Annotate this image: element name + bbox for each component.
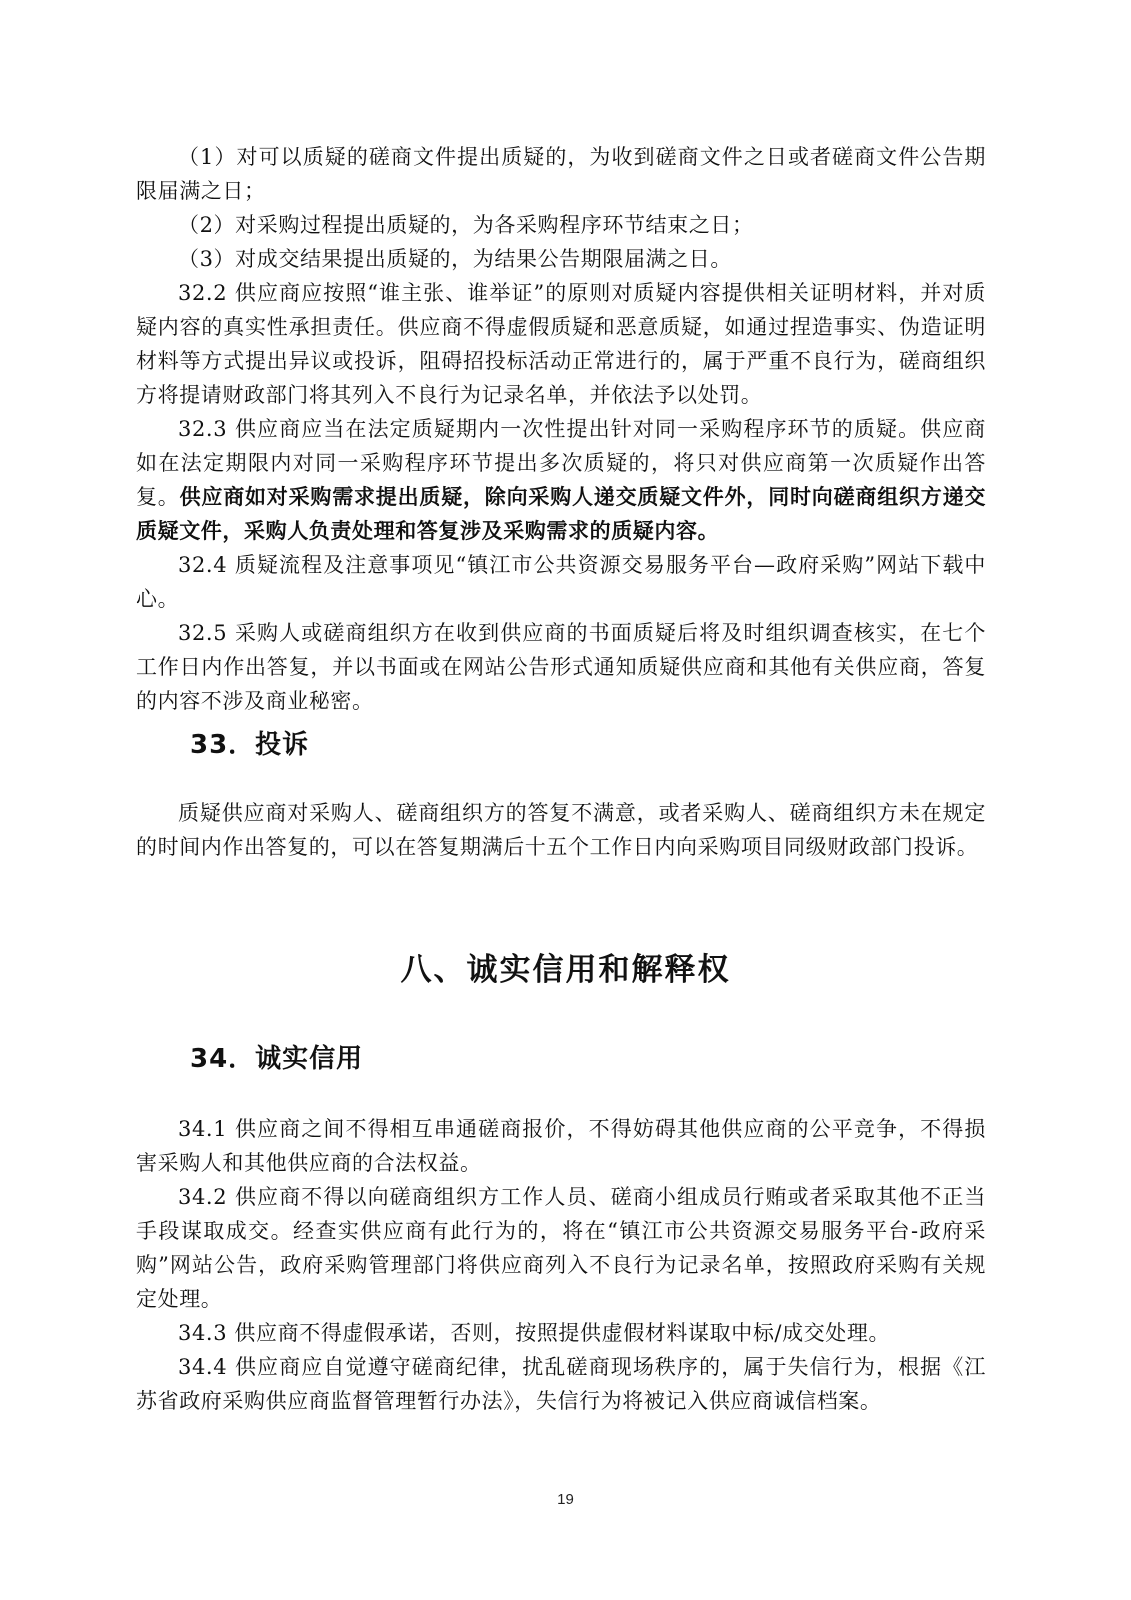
paragraph-query-deadline-2: （2）对采购过程提出质疑的，为各采购程序环节结束之日； (178, 213, 754, 237)
paragraph-query-deadline-3: （3）对成交结果提出质疑的，为结果公告期限届满之日。 (178, 247, 732, 271)
section-heading-integrity: 八、诚实信用和解释权 (400, 952, 731, 988)
paragraph-34-4: 34.4 供应商应自觉遵守磋商纪律，扰乱磋商现场秩序的，属于失信行为，根据《江苏省政府采购供应商监督管理暂行办法》，失信行为将被记入供应商诚信档案。 (136, 1355, 986, 1413)
paragraph-32-2: 32.2 供应商应按照“谁主张、谁举证”的原则对质疑内容提供相关证明材料，并对质疑内容的真实性承担责任。供应商不得虚假质疑和恶意质疑，如通过捏造事实、伪造证明材料等方式提出异议或投诉，阻碍招投标活动正常进行的，属于严重不良行为，磋商组织方将提请财政部门将其列入不良行为记录名单，并依法予以处罚。 (136, 281, 986, 407)
paragraph-32-3 (136, 412, 986, 548)
paragraph-32-4: 32.4 质疑流程及注意事项见“镇江市公共资源交易服务平台—政府采购”网站下载中心。 (136, 553, 986, 611)
paragraph-32-5: 32.5 采购人或磋商组织方在收到供应商的书面质疑后将及时组织调查核实，在七个工作日内作出答复，并以书面或在网站公告形式通知质疑供应商和其他有关供应商，答复的内容不涉及商业秘密。 (136, 621, 986, 713)
heading-34-integrity: 34．诚实信用 (190, 1044, 364, 1074)
paragraph-34-2: 34.2 供应商不得以向磋商组织方工作人员、磋商小组成员行贿或者采取其他不正当手段谋取成交。经查实供应商有此行为的，将在“镇江市公共资源交易服务平台-政府采购”网站公告，政府采购管理部门将供应商列入不良行为记录名单，按照政府采购有关规定处理。 (136, 1185, 986, 1311)
page-number: 19 (557, 1491, 574, 1508)
paragraph-32-3-bold: 供应商如对采购需求提出质疑，除向采购人递交质疑文件外，同时向磋商组织方递交质疑文件，采购人负责处理和答复涉及采购需求的质疑内容。 (136, 484, 986, 543)
heading-33-complaint: 33．投诉 (190, 730, 310, 760)
paragraph-32-3-normal: 32.3 供应商应当在法定质疑期内一次性提出针对同一采购程序环节的质疑。供应商如在法定期限内对同一采购程序环节提出多次质疑的，将只对供应商第一次质疑作出答复。 (136, 417, 986, 509)
paragraph-34-1: 34.1 供应商之间不得相互串通磋商报价，不得妨碍其他供应商的公平竞争，不得损害采购人和其他供应商的合法权益。 (136, 1117, 986, 1175)
paragraph-34-3: 34.3 供应商不得虚假承诺，否则，按照提供虚假材料谋取中标/成交处理。 (178, 1321, 891, 1345)
paragraph-complaint: 质疑供应商对采购人、磋商组织方的答复不满意，或者采购人、磋商组织方未在规定的时间内作出答复的，可以在答复期满后十五个工作日内向采购项目同级财政部门投诉。 (136, 801, 986, 859)
paragraph-query-deadline-1: （1）对可以质疑的磋商文件提出质疑的，为收到磋商文件之日或者磋商文件公告期限届满之日； (136, 145, 986, 203)
